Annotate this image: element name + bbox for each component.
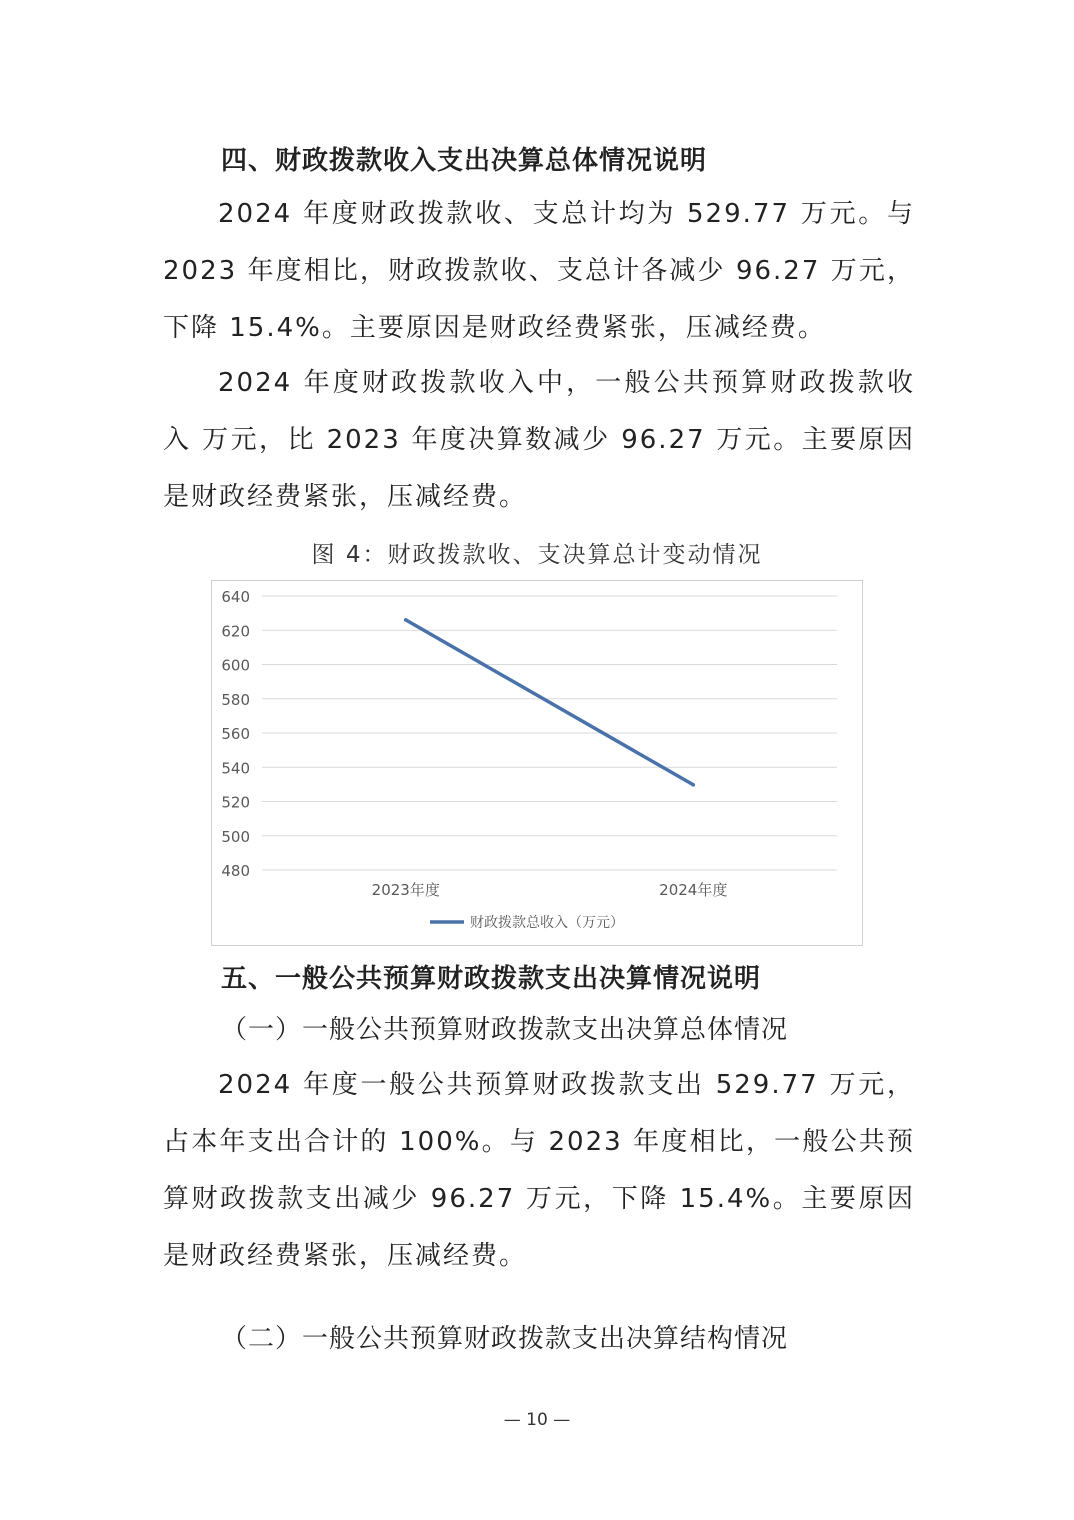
line-chart <box>212 581 862 945</box>
figure-caption: 图 4：财政拨款收、支决算总计变动情况 <box>311 542 763 568</box>
y-tick-label: 580 <box>221 690 250 709</box>
x-tick-label: 2023年度 <box>371 881 440 899</box>
series-line <box>406 620 694 785</box>
y-tick-label: 600 <box>221 656 250 675</box>
y-tick-label: 540 <box>221 759 250 778</box>
section4-paragraph-1: 2024 年度财政拨款收、支总计均为 529.77 万元。与 2023 年度相比，财政拨款收、支总计各减少 96.27 万元，下降 15.4%。主要原因是财政经费紧张，压减经费。 <box>163 199 915 343</box>
section5-heading: 五、一般公共预算财政拨款支出决算情况说明 <box>221 964 762 994</box>
data-point <box>404 618 408 622</box>
section4-paragraph-2: 2024 年度财政拨款收入中，一般公共预算财政拨款收入 万元，比 2023 年度决算数减少 96.27 万元。主要原因是财政经费紧张，压减经费。 <box>163 368 915 512</box>
chart-legend <box>430 914 624 931</box>
data-point <box>691 783 695 787</box>
y-tick-label: 640 <box>221 588 250 606</box>
y-tick-label: 520 <box>221 793 250 812</box>
subsection1-heading: （一）一般公共预算财政拨款支出决算总体情况 <box>221 1015 789 1045</box>
subsection2-heading: （二）一般公共预算财政拨款支出决算结构情况 <box>221 1324 789 1354</box>
page-number: — 10 — <box>503 1410 571 1430</box>
y-tick-label: 560 <box>221 725 250 743</box>
chart-container <box>211 580 863 946</box>
y-tick-label: 480 <box>221 862 250 880</box>
x-tick-label: 2024年度 <box>659 881 728 899</box>
legend-label: 财政拨款总收入（万元） <box>470 915 624 931</box>
subsection1-paragraph: 2024 年度一般公共预算财政拨款支出 529.77 万元，占本年支出合计的 100%。与 2023 年度相比，一般公共预算财政拨款支出减少 96.27 万元，下降 15.4%。主要原因是财政经费紧张，压减经费。 <box>163 1070 915 1271</box>
section4-heading: 四、财政拨款收入支出决算总体情况说明 <box>221 146 708 176</box>
y-tick-label: 500 <box>221 827 250 846</box>
y-tick-label: 620 <box>221 622 250 641</box>
